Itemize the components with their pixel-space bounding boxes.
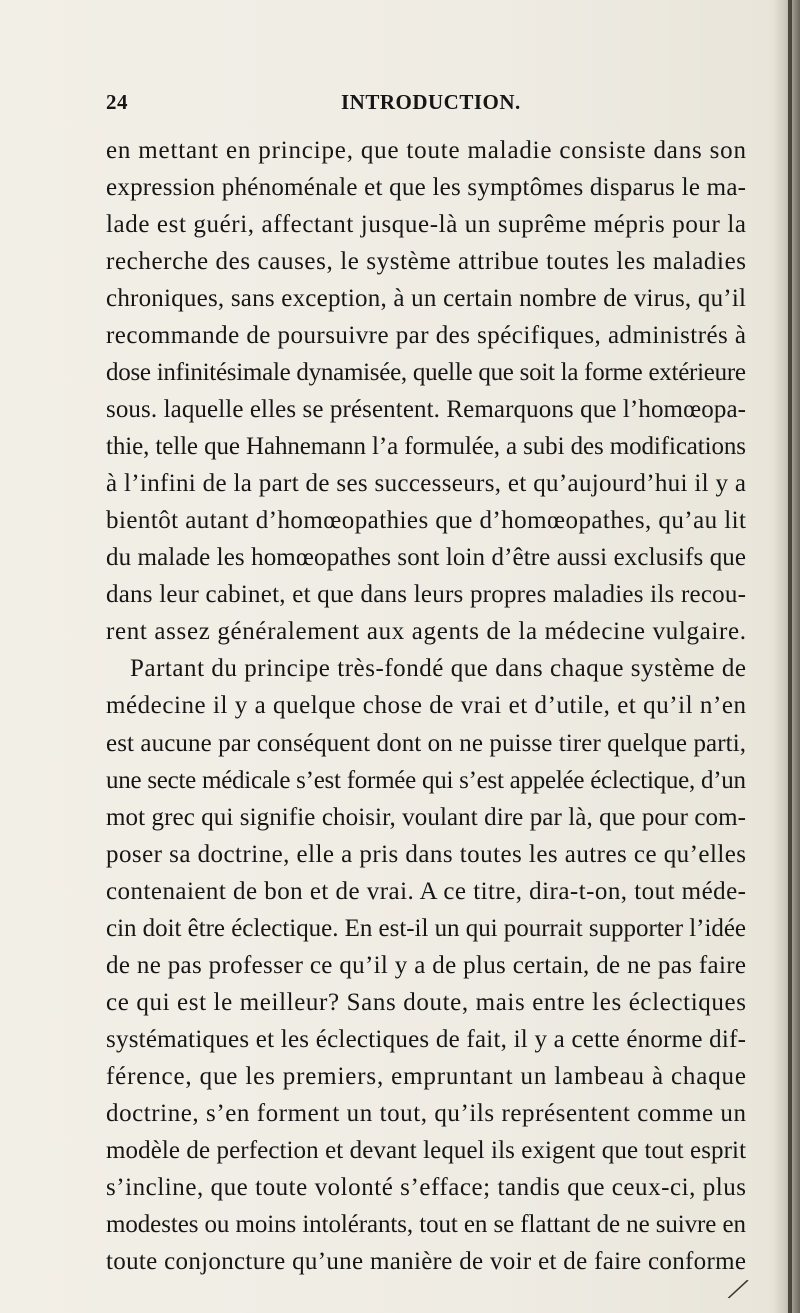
text-line: toute conjoncture qu’une manière de voir et de faire conforme [106, 1247, 747, 1275]
text-line: férence, que les premiers, empruntant un lambeau à chaque [106, 1062, 747, 1090]
text-line: médecine il y a quelque chose de vrai et d’utile, et qu’il n’en [106, 692, 747, 720]
text-line: rent assez généralement aux agents de la médecine vulgaire. [106, 618, 747, 646]
text-line: en mettant en principe, que toute maladie consiste dans son [106, 137, 747, 164]
text-line: est aucune par conséquent dont on ne puisse tirer quelque parti, [106, 729, 747, 757]
text-line: poser sa doctrine, elle a pris dans toutes les autres ce qu’elles [106, 840, 747, 868]
text-line: de ne pas professer ce qu’il y a de plus certain, de ne pas faire [106, 951, 747, 979]
text-line: recherche des causes, le système attribue toutes les maladies [106, 248, 747, 276]
text-line: ce qui est le meilleur? Sans doute, mais entre les éclectiques [106, 988, 747, 1016]
text-line: cin doit être éclectique. En est-il un qui pourrait supporter l’idée [106, 914, 746, 942]
text-line: mot grec qui signifie choisir, voulant dire par là, que pour com- [106, 803, 747, 831]
text-line: à l’infini de la part de ses successeurs, et qu’aujourd’hui il y a [106, 470, 747, 498]
text-line: sous. laquelle elles se présentent. Remarquons que l’homœopa- [106, 396, 747, 424]
text-line: modèle de perfection et devant lequel ils exigent que tout esprit [106, 1136, 747, 1164]
text-line: systématiques et les éclectiques de fait, il y a cette énorme dif- [106, 1025, 747, 1053]
page-edge-line [788, 0, 792, 1313]
page-header [106, 86, 726, 122]
body-text [106, 132, 746, 1280]
text-line: thie, telle que Hahnemann l’a formulée, a subi des modifications [106, 433, 746, 461]
text-line: chroniques, sans exception, à un certain nombre de virus, qu’il [106, 285, 747, 313]
ink-mark-decoration: ╱ [728, 1277, 748, 1303]
text-line: dose infinitésimale dynamisée, quelle que soit la forme extérieure [106, 359, 746, 387]
text-line: une secte médicale s’est formée qui s’est appelée éclectique, d’un [106, 766, 746, 794]
page-number: 24 [106, 90, 128, 114]
text-line: lade est guéri, affectant jusque-là un suprême mépris pour la [106, 211, 747, 239]
paragraph-start-line: Partant du principe très-fondé que dans chaque système de [130, 655, 747, 683]
text-line: du malade les homœopathes sont loin d’être aussi exclusifs que [106, 544, 747, 572]
page-edge-shadow [774, 0, 800, 1313]
text-line: expression phénoménale et que les symptômes disparus le ma- [106, 174, 747, 202]
text-line: contenaient de bon et de vrai. A ce titre, dira-t-on, tout méde- [106, 877, 747, 905]
text-line: s’incline, que toute volonté s’efface; tandis que ceux-ci, plus [106, 1173, 747, 1201]
text-line: modestes ou moins intolérants, tout en se flattant de ne suivre en [106, 1210, 746, 1238]
running-title: INTRODUCTION. [341, 90, 521, 114]
text-line: bientôt autant d’homœopathies que d’homœopathes, qu’au lit [106, 507, 747, 535]
text-line: doctrine, s’en forment un tout, qu’ils représentent comme un [106, 1099, 747, 1127]
text-line: dans leur cabinet, et que dans leurs propres maladies ils recou- [106, 581, 747, 609]
text-line: recommande de poursuivre par des spécifiques, administrés à [106, 322, 747, 350]
